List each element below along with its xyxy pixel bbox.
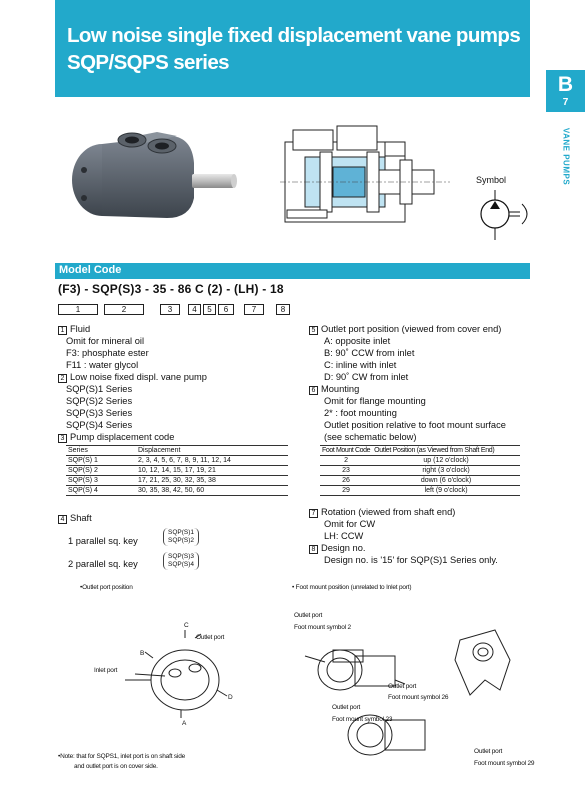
shaft-row-2-series: SQP(S)3 SQP(S)4 [163, 552, 199, 570]
foot-2-port: Outlet port [294, 612, 323, 619]
footnote-line-2: and outlet port is on cover side. [74, 763, 158, 770]
footnote [58, 752, 185, 772]
table-cell: SQP(S) 3 [66, 476, 136, 486]
shaft-row-2-label: 2 parallel sq. key [68, 559, 138, 569]
table-row [66, 456, 288, 466]
side-tab-number: 7 [562, 97, 569, 108]
code-box-1: 1 [58, 304, 98, 315]
table-row [320, 466, 520, 476]
fluid-line-2: F3: phosphate ester [66, 348, 149, 358]
table-row [66, 486, 288, 496]
code-box-6: 6 [218, 304, 234, 315]
table-cell: 23 [320, 466, 372, 476]
code-box-8: 8 [276, 304, 290, 315]
code-box-5: 5 [203, 304, 216, 315]
table-cell: up (12 o'clock) [372, 456, 520, 466]
pump-line-2: SQP(S)2 Series [66, 396, 133, 406]
foot-29-symbol: Foot mount symbol 29 [474, 760, 535, 767]
letter-c: C [184, 622, 189, 629]
footnote-line-1: •Note: that for SQPS1, inlet port is on shaft side [58, 753, 186, 760]
outlet-line-2: B: 90˚ CCW from inlet [324, 348, 415, 358]
rotation-heading: 7 Rotation (viewed from shaft end) [309, 506, 455, 518]
outlet-line-1: A: opposite inlet [324, 336, 391, 346]
table-cell: 29 [320, 486, 372, 496]
table-cell: down (6 o'clock) [372, 476, 520, 486]
table-cell: SQP(S) 2 [66, 466, 136, 476]
displacement-table [66, 445, 288, 496]
inlet-port-label: Inlet port [94, 667, 118, 674]
letter-b: B [140, 650, 145, 657]
side-tab [546, 70, 585, 112]
model-code-string: (F3) - SQP(S)3 - 35 - 86 C (2) - (LH) - 18 [58, 282, 284, 296]
symbol-label: Symbol [476, 175, 507, 185]
rotation-line-2: LH: CCW [324, 531, 364, 541]
shaft-row-1-label: 1 parallel sq. key [68, 536, 138, 546]
foot-23-symbol: Foot mount symbol 23 [332, 716, 393, 723]
outlet-heading: 5 Outlet port position (viewed from cover end) [309, 323, 501, 335]
model-code-heading: Model Code [59, 264, 122, 276]
shaft-row-1-series: SQP(S)1 SQP(S)2 [163, 528, 199, 546]
mounting-line-3: Outlet position relative to foot mount surface [324, 420, 506, 430]
model-code-heading-bar [55, 263, 530, 279]
table-cell: right (3 o'clock) [372, 466, 520, 476]
table-row [320, 456, 520, 466]
side-tab-letter: B [557, 73, 574, 96]
fluid-line-1: Omit for mineral oil [66, 336, 145, 346]
displacement-heading: 3 Pump displacement code [58, 431, 174, 443]
design-heading: 8 Design no. [309, 542, 365, 554]
table-cell: SQP(S) 1 [66, 456, 136, 466]
mounting-line-1: Omit for flange mounting [324, 396, 426, 406]
outlet-line-4: D: 90˚ CW from inlet [324, 372, 409, 382]
fluid-line-3: F11 : water glycol [66, 360, 139, 370]
foot-23-port: Outlet port [332, 704, 361, 711]
outlet-line-3: C: inline with inlet [324, 360, 397, 370]
table-cell: 2, 3, 4, 5, 6, 7, 8, 9, 11, 12, 14 [136, 456, 288, 466]
hydraulic-symbol [470, 190, 540, 240]
foot-29-port: Outlet port [474, 748, 503, 755]
table-cell: SQP(S) 4 [66, 486, 136, 496]
pump-line-4: SQP(S)4 Series [66, 420, 133, 430]
cross-section-drawing [275, 112, 455, 244]
table-row [320, 486, 520, 496]
header-banner [55, 0, 530, 97]
table-header-row [66, 446, 288, 456]
table-header: Series [66, 446, 136, 456]
title-line-1: Low noise single fixed displacement vane pumps [67, 24, 521, 47]
table-cell: 2 [320, 456, 372, 466]
table-cell: 17, 21, 25, 30, 32, 35, 38 [136, 476, 288, 486]
code-box-7: 7 [244, 304, 264, 315]
title-line-2: SQP/SQPS series [67, 51, 229, 74]
pump-line-3: SQP(S)3 Series [66, 408, 133, 418]
table-row [320, 476, 520, 486]
table-header-row [320, 446, 520, 456]
code-box-3: 3 [160, 304, 180, 315]
table-cell: 10, 12, 14, 15, 17, 19, 21 [136, 466, 288, 476]
letter-d: D [228, 694, 233, 701]
table-cell: left (9 o'clock) [372, 486, 520, 496]
foot-figure-caption: • Foot mount position (unrelated to Inlet port) [292, 584, 412, 591]
outlet-figure-caption: •Outlet port position [80, 584, 133, 591]
outlet-port-label: Outlet port [196, 634, 225, 641]
rotation-line-1: Omit for CW [324, 519, 376, 529]
letter-a: A [182, 720, 187, 727]
mounting-line-4: (see schematic below) [324, 432, 417, 442]
mounting-heading: 6 Mounting [309, 383, 359, 395]
design-line-1: Design no. is '15' for SQP(S)1 Series only. [324, 555, 498, 565]
table-header: Outlet Position (as Viewed from Shaft End) [372, 446, 520, 456]
code-box-2: 2 [104, 304, 144, 315]
pump-heading: 2 Low noise fixed displ. vane pump [58, 371, 207, 383]
pump-photo [62, 118, 242, 228]
code-box-4: 4 [188, 304, 201, 315]
foot-mount-table [320, 445, 520, 496]
foot-26-symbol: Foot mount symbol 26 [388, 694, 449, 701]
shaft-heading: 4 Shaft [58, 512, 92, 524]
side-tab-label: VANE PUMPS [561, 127, 571, 186]
table-row [66, 476, 288, 486]
foot-26-port: Outlet port [388, 683, 417, 690]
page-title [67, 22, 520, 76]
table-header: Displacement [136, 446, 288, 456]
table-cell: 30, 35, 38, 42, 50, 60 [136, 486, 288, 496]
side-tab-label-wrap [560, 118, 572, 198]
foot-2-symbol: Foot mount symbol 2 [294, 624, 351, 631]
fluid-heading: 1 Fluid [58, 323, 90, 335]
table-header: Foot Mount Code [322, 447, 371, 454]
mounting-line-2: 2* : foot mounting [324, 408, 397, 418]
pump-line-1: SQP(S)1 Series [66, 384, 133, 394]
table-row [66, 466, 288, 476]
table-cell: 26 [320, 476, 372, 486]
